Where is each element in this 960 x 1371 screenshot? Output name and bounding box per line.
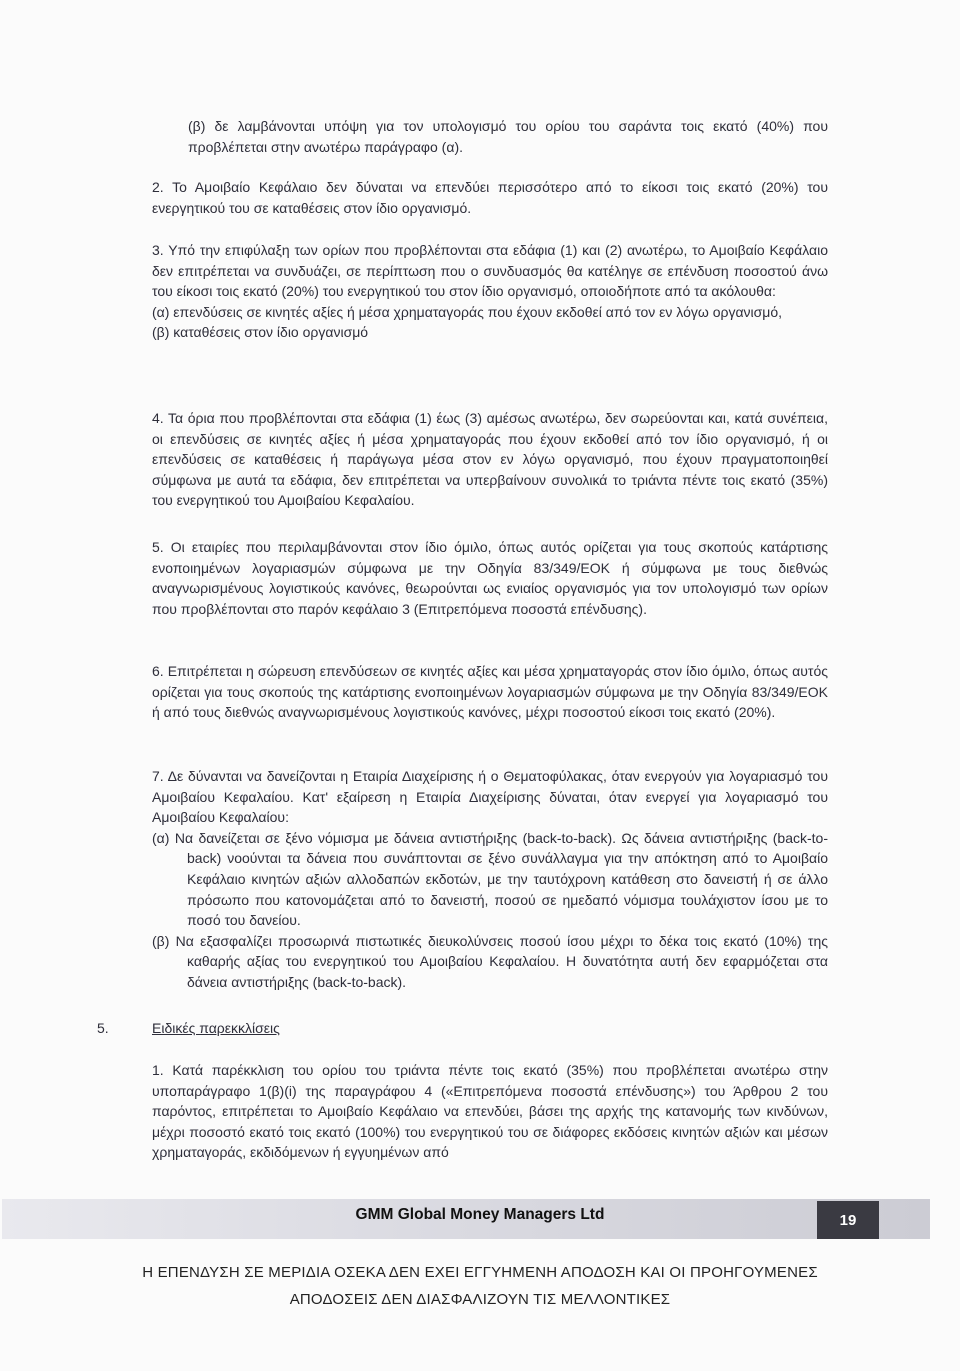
paragraph-6: 6. Επιτρέπεται η σώρευση επενδύσεων σε κινητές αξίες και μέσα χρηματαγοράς στον ίδιο όμιλο, όπως αυτός ορίζεται για τους σκοπούς της κατάρτισης ενοποιημένων λογαριασμών σύμφωνα με την Οδηγία 83/349/ΕΟΚ ή από τους διεθνώς αναγνωρισμένους λογιστικούς κανόνες, μέχρι ποσοστού είκοσι τοις εκατό (20%). — [152, 663, 828, 721]
section-number: 5. — [97, 1020, 109, 1036]
paragraph-7-item-a: (α) Να δανείζεται σε ξένο νόμισμα με δάνεια αντιστήριξης (back-to-back). Ως δάνεια αντιστήριξης (back-to-back) νοούνται τα δάνεια που συνάπτονται σε ξένο συνάλλαγμα για την απόκτηση από το Αμοιβαίο Κεφάλαιο κινητών αξιών αλλοδαπών εκδοτών, με την ταυτόχρονη κατάθεση στο δανειστή ή σε άλλο πρόσωπο που κατονομάζεται από το δανειστή, ποσού σε ημεδαπό νόμισμα τουλάχιστον ίσου με το ποσό του δανείου. — [152, 829, 828, 929]
paragraph-2: 2. Το Αμοιβαίο Κεφάλαιο δεν δύναται να επενδύει περισσότερο από το είκοσι τοις εκατό (20%) του ενεργητικού του σε καταθέσεις στον ίδιο οργανισμό. — [152, 179, 828, 216]
section-5-paragraph-1: 1. Κατά παρέκκλιση του ορίου του τριάντα πέντε τοις εκατό (35%) που προβλέπεται ανωτέρω στην υποπαράγραφο 1(β)(i) της παραγράφου 4 («Επιτρεπόμενα ποσοστά επένδυσης») του Άρθρου 2 του παρόντος, επιτρέπεται το Αμοιβαίο Κεφάλαιο να επενδύει, βάσει της αρχής της κατανομής των κινδύνων, μέχρι ποσοστό εκατό τοις εκατό (100%) του ενεργητικού του σε διάφορες εκδόσεις κινητών αξιών και μέσων χρηματαγοράς, εκδιδόμενων ή εγγυημένων από — [152, 1062, 828, 1161]
paragraph-3: 3. Υπό την επιφύλαξη των ορίων που προβλέπονται στα εδάφια (1) και (2) ανωτέρω, το Αμοιβαίο Κεφάλαιο δεν επιτρέπεται να συνδυάζει, σε περίπτωση που ο συνδυασμός θα κατέληγε σε επένδυση ποσοστού άνω του είκοσι τοις εκατό (20%) του ενεργητικού του στον ίδιο οργανισμό, οποιοδήποτε από τα ακόλουθα: (α) επενδύσεις σε κινητές αξίες ή μέσα χρηματαγοράς που έχουν εκδοθεί από τον εν λόγω οργανισμό, (β) καταθέσεις στον ίδιο οργανισμό — [152, 240, 828, 343]
paragraph-7: 7. Δε δύνανται να δανείζονται η Εταιρία Διαχείρισης ή ο Θεματοφύλακας, όταν ενεργούν για λογαριασμό του Αμοιβαίου Κεφαλαίου. Κατ' εξαίρεση η Εταιρία Διαχείρισης δύναται, όταν ενεργεί για λογαριασμό του Αμοιβαίου Κεφαλαίου: (α) Να δανείζεται σε ξένο νόμισμα με δάνεια αντιστήριξης (back-to-back). Ως δάνεια αντιστήριξης (back-to-back) νοούνται τα δάνεια που συνάπτονται σε ξένο συνάλλαγμα για την απόκτηση από το Αμοιβαίο Κεφάλαιο κινητών αξιών αλλοδαπών εκδοτών, με την ταυτόχρονη κατάθεση στο δανειστή ή σε άλλο πρόσωπο που κατονομάζεται από το δανειστή, ποσού σε ημεδαπό νόμισμα τουλάχιστον ίσου με το ποσό του δανείου. (β) Να εξασφαλίζει προσωρινά πιστωτικές διευκολύνσεις ποσού ίσου μέχρι το δέκα τοις εκατό (10%) της καθαρής αξίας του ενεργητικού του Αμοιβαίου Κεφαλαίου. Η δυνατότητα αυτή δεν εφαρμόζεται στα δάνεια αντιστήριξης (back-to-back). — [152, 766, 828, 993]
paragraph-3-item-b: (β) καταθέσεις στον ίδιο οργανισμό — [152, 324, 369, 341]
paragraph-5: 5. Οι εταιρίες που περιλαμβάνονται στον ίδιο όμιλο, όπως αυτός ορίζεται για τους σκοπούς κατάρτισης ενοποιημένων λογαριασμών σύμφωνα με την Οδηγία 83/349/ΕΟΚ ή σύμφωνα με τους διεθνώς αναγνωρισμένους λογιστικούς κανόνες, θεωρούνται ως ενιαίος οργανισμός για τον υπολογισμό των ορίων που προβλέπονται στο παρόν κεφάλαιο 3 (Επιτρεπόμενα ποσοστά επένδυσης). — [152, 539, 828, 617]
disclaimer-line-1: Η ΕΠΕΝΔΥΣΗ ΣΕ ΜΕΡΙΔΙΑ ΟΣΕΚΑ ΔΕΝ ΕΧΕΙ ΕΓΓΥΗΜΕΝΗ ΑΠΟΔΟΣΗ ΚΑΙ ΟΙ ΠΡΟΗΓΟΥΜΕΝΕΣ — [142, 1264, 818, 1281]
section-title: Ειδικές παρεκκλίσεις — [152, 1020, 280, 1036]
disclaimer-line-2: ΑΠΟΔΟΣΕΙΣ ΔΕΝ ΔΙΑΣΦΑΛΙΖΟΥΝ ΤΙΣ ΜΕΛΛΟΝΤΙΚΕΣ — [289, 1291, 671, 1308]
footer-brand: GMM Global Money Managers Ltd — [355, 1206, 605, 1223]
paragraph-7-item-b: (β) Να εξασφαλίζει προσωρινά πιστωτικές διευκολύνσεις ποσού ίσου μέχρι το δέκα τοις εκατό (10%) της καθαρής αξίας του ενεργητικού του Αμοιβαίου Κεφαλαίου. Η δυνατότητα αυτή δεν εφαρμόζεται στα δάνεια αντιστήριξης (back-to-back). — [152, 932, 828, 990]
paragraph-4: 4. Τα όρια που προβλέπονται στα εδάφια (1) έως (3) αμέσως ανωτέρω, δεν σωρεύονται και, κατά συνέπεια, οι επενδύσεις σε κινητές αξίες ή μέσα χρηματαγοράς που έχουν εκδοθεί από τον ίδιο οργανισμό, ή οι επενδύσεις σε καταθέσεις ή παράγωγα μέσα στον εν λόγω οργανισμό, που έχουν πραγματοποιηθεί σύμφωνα με αυτά τα εδάφια, δεν επιτρέπεται να υπερβαίνουν συνολικά το τριάντα πέντε τοις εκατό (35%) του ενεργητικού του Αμοιβαίου Κεφαλαίου. — [152, 410, 828, 509]
page-number: 19 — [817, 1201, 879, 1239]
paragraph-beta-intro: (β) δε λαμβάνονται υπόψη για τον υπολογισμό του ορίου του σαράντα τοις εκατό (40%) που προβλέπεται στην ανωτέρω παράγραφο (α). — [188, 118, 828, 155]
paragraph-3-item-a: (α) επενδύσεις σε κινητές αξίες ή μέσα χρηματαγοράς που έχουν εκδοθεί από τον εν λόγω οργανισμό, — [152, 303, 783, 320]
